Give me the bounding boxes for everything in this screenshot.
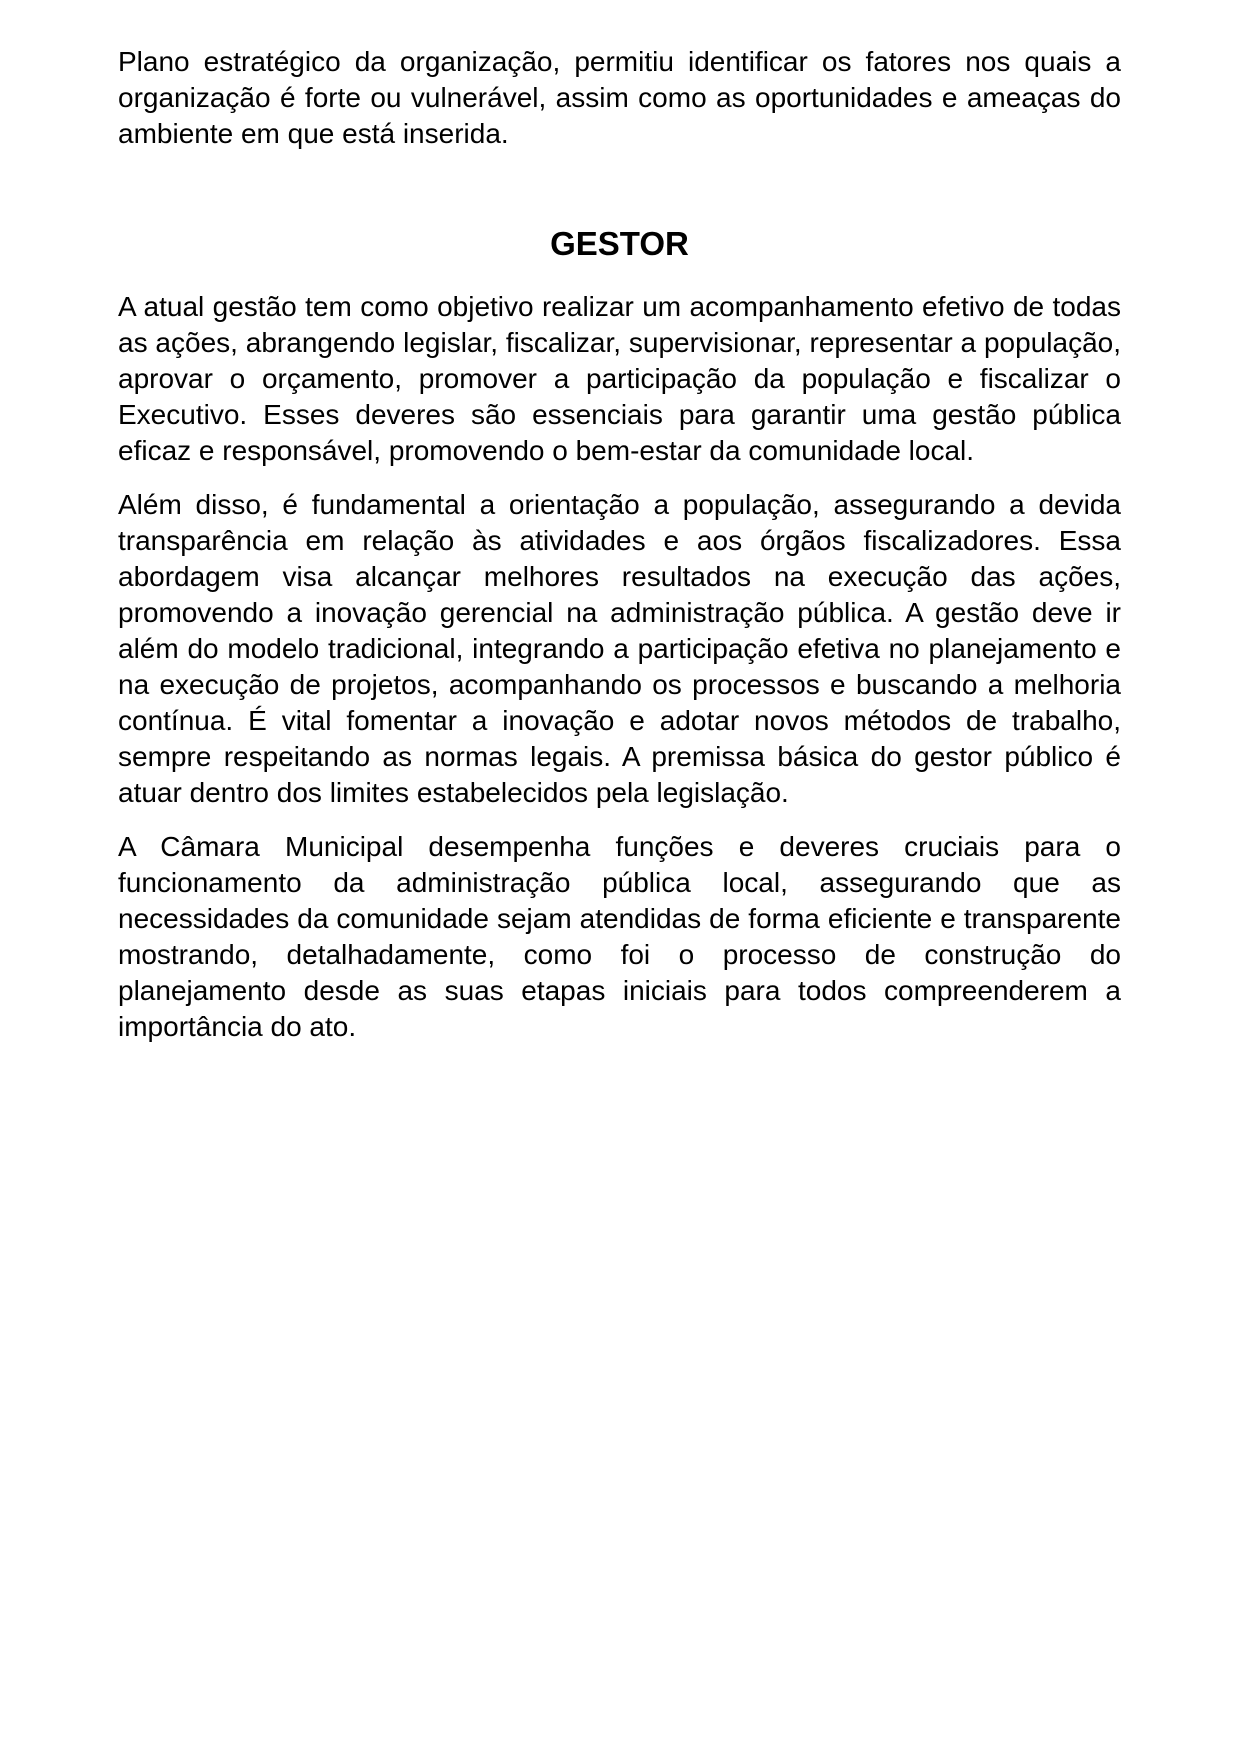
body-paragraph-2: Além disso, é fundamental a orientação a população, assegurando a devida transparência em relação às atividades e aos órgãos fiscalizadores. Essa abordagem visa alcançar melhores resultados na execução das ações, promovendo a inovação gerencial na administração pública. A gestão deve ir além do modelo tradicional, integrando a participação efetiva no planejamento e na execução de projetos, acompanhando os processos e buscando a melhoria contínua. É vital fomentar a inovação e adotar novos métodos de trabalho, sempre respeitando as normas legais. A premissa básica do gestor público é atuar dentro dos limites estabelecidos pela legislação.: [118, 489, 1121, 808]
intro-paragraph: Plano estratégico da organização, permitiu identificar os fatores nos quais a organização é forte ou vulnerável, assim como as oportunidades e ameaças do ambiente em que está inserida.: [118, 46, 1121, 149]
section-heading: GESTOR: [550, 225, 689, 262]
body-paragraph-1: A atual gestão tem como objetivo realizar um acompanhamento efetivo de todas as ações, abrangendo legislar, fiscalizar, supervisionar, representar a população, aprovar o orçamento, promover a participação da população e fiscalizar o Executivo. Esses deveres são essenciais para garantir uma gestão pública eficaz e responsável, promovendo o bem-estar da comunidade local.: [118, 291, 1121, 466]
body-paragraph-3: A Câmara Municipal desempenha funções e deveres cruciais para o funcionamento da administração pública local, assegurando que as necessidades da comunidade sejam atendidas de forma eficiente e transparente mostrando, detalhadamente, como foi o processo de construção do planejamento desde as suas etapas iniciais para todos compreenderem a importância do ato.: [118, 831, 1121, 1042]
